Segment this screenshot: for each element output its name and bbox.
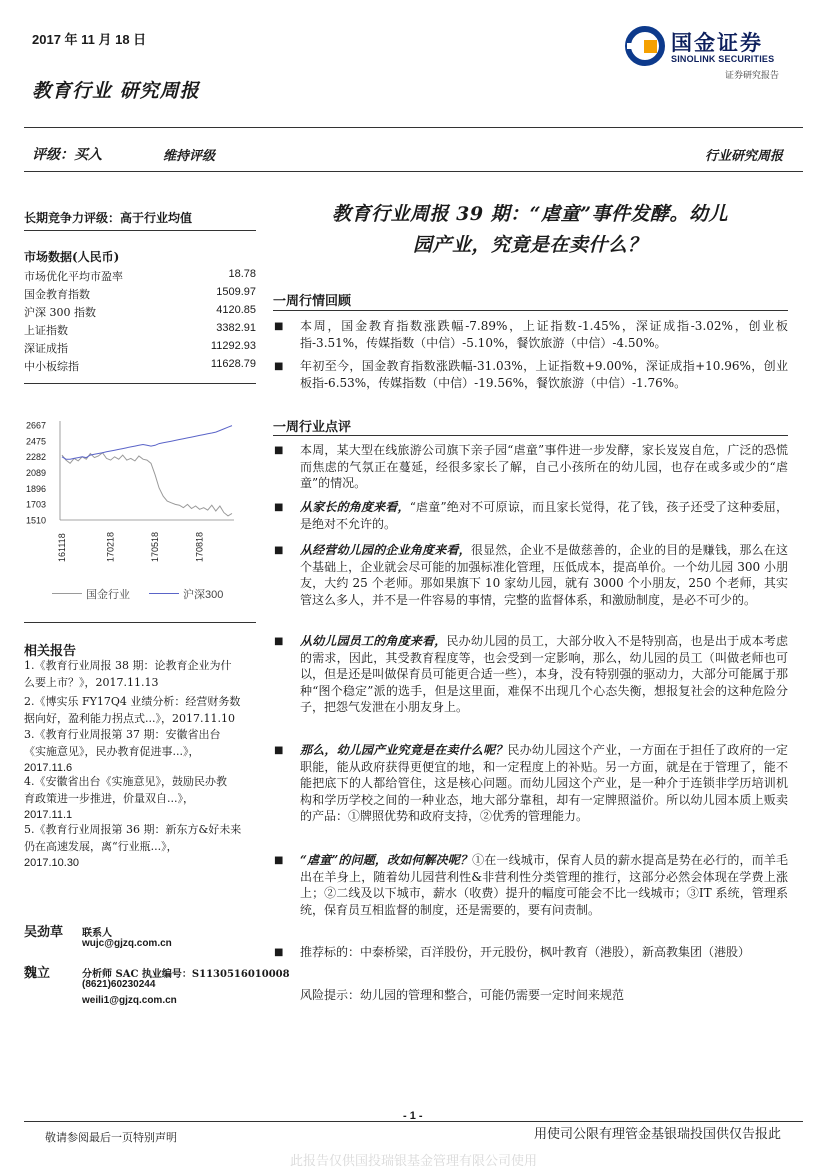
y-tick-label: 2282 <box>26 452 47 463</box>
bullet-icon: ■ <box>274 502 284 513</box>
author-email[interactable]: weili1@gjzq.com.cn <box>82 995 177 1006</box>
legend-label-sector: 国金行业 <box>86 588 130 601</box>
y-tick-label: 1896 <box>26 483 47 494</box>
y-tick-label: 2667 <box>26 420 47 431</box>
bullet-icon: ■ <box>274 947 284 958</box>
series-line-sector <box>62 453 232 516</box>
watermark: 此报告仅供国投瑞银基金管理有限公司使用 <box>289 1154 537 1169</box>
author-email[interactable]: wujc@gjzq.com.cn <box>82 938 172 949</box>
report-type: 行业研究周报 <box>704 149 783 164</box>
bullet-icon: ■ <box>274 855 284 866</box>
paragraph: 那么，幼儿园产业究竟是在卖什么呢？民办幼儿园这个产业，一方面在于担任了政府的一定职能，能从政府获得更便宜的地，和一定程度上的补贴。另一方面，就是在于管理了，能不能把底下的人都给管住，这是核心问题。而幼儿园这个产业，是一种介于连锁非学历培训机构和学历学校之间的一种业态，地大部分靠租，却有一定牌照溢价。所以幼儿园本质上贩卖的产品：①牌照优势和政府支持，②优秀的管理能力。 <box>300 743 788 824</box>
y-tick-label: 1510 <box>26 515 47 526</box>
logo-chinese-name: 国金证券 <box>671 32 763 55</box>
market-row: 上证指数 3382.91 <box>24 322 256 337</box>
related-report-item[interactable]: 1.《教育行业周报 38 期：论教育企业为什 么要上市？》，2017.11.13 <box>24 659 232 689</box>
series-line-hs300 <box>62 426 232 460</box>
rating-divider <box>24 171 803 172</box>
y-tick-label: 1703 <box>26 499 47 510</box>
author-role: 联系人 <box>82 928 112 939</box>
report-title: 教育行业周报 39 期：“虐童”事件发酵。幼儿 园产业，究竟是在卖什么？ <box>331 203 729 256</box>
x-tick-label: 161118 <box>57 533 67 562</box>
paragraph: “虐童”的问题，改如何解决呢？①在一线城市，保育人员的薪水提高是势在必行的，而羊毛出在羊身上，随着幼儿园营利性&非营利性分类管理的推行，这部分必然会体现在学费上涨上；②二线及以下城市，薪水（收费）提升的幅度可能会不比一线城市；③IT 系统，管理系统，保育员互相监督的制度，还是需要的，要有问责制。 <box>300 853 788 917</box>
paragraph: 推荐标的：中泰桥梁，百洋股份，开元股份，枫叶教育（港股），新高教集团（港股） <box>300 945 751 959</box>
paragraph: 从经营幼儿园的企业角度来看，很显然，企业不是做慈善的，企业的目的是赚钱，那么在这个基础上，企业就会尽可能的加强标准化管理，压低成本，提高单价。一个幼儿园 300 小朋友，大约 25 个老师。那如果旗下 10 家幼儿园，就有 3000 个小朋友，250 个老师，其实管这么多人，并不是一件容易的事情，完整的监督体系，和激励制度，是必不可少的。 <box>300 543 788 607</box>
x-tick-label: 170518 <box>150 531 161 562</box>
bullet-icon: ■ <box>274 321 284 332</box>
disclaimer-note: 敬请参阅最后一页特别声明 <box>45 1131 177 1144</box>
section-divider <box>273 310 788 311</box>
paragraph: 从幼儿园员工的角度来看，民办幼儿园的员工，大部分收入不是特别高，也是出于成本考虑的需求，因此，其受教育程度等，也会受到一定影响，那么，幼儿园的员工（叫做老师也可以，但是还是叫做保育员可能更合适一些），本身，没有特别强的驱动力，大部分可能属于那种“图个稳定”派的选手，但是这里面，难保不出现几个心态失衡，想报复社会的这种危险分子，把怨气发泄在小朋友身上。 <box>300 634 788 715</box>
market-row: 国金教育指数 1509.97 <box>24 286 256 301</box>
logo-english-name: SINOLINK SECURITIES <box>671 54 775 64</box>
sidebar-divider <box>24 230 256 231</box>
author-name: 魏立 <box>24 966 51 981</box>
x-tick-label: 170818 <box>194 531 205 562</box>
header-divider <box>24 127 803 128</box>
author-role: 分析师 SAC 执业编号：S1130516010008 <box>82 969 290 980</box>
competitive-rating: 长期竞争力评级：高于行业均值 <box>24 211 193 225</box>
related-divider <box>24 622 256 623</box>
legend-label-hs300: 沪深300 <box>183 589 224 601</box>
paragraph: 从家长的角度来看，“虐童”绝对不可原谅，而且家长觉得，花了钱，孩子还受了这种委屈，是绝对不允许的。 <box>300 500 788 531</box>
rating-note: 维持评级 <box>163 149 216 164</box>
bullet-icon: ■ <box>274 745 284 756</box>
market-row: 市场优化平均市盈率 18.78 <box>24 268 256 283</box>
logo-subtitle: 证券研究报告 <box>725 71 780 81</box>
market-row: 中小板综指 11628.79 <box>24 358 256 373</box>
y-tick-label: 2089 <box>26 467 47 478</box>
section-weekly-market: 一周行情回顾 <box>273 294 352 309</box>
bullet-icon: ■ <box>274 545 284 556</box>
footer-divider <box>24 1121 803 1122</box>
company-logo <box>625 24 795 82</box>
author-name: 吴劲草 <box>24 925 64 940</box>
y-tick-label: 2475 <box>26 436 47 447</box>
author-phone: (8621)60230244 <box>82 979 156 990</box>
chart-legend <box>44 586 244 600</box>
paragraph: 本周，国金教育指数涨跌幅-7.89%，上证指数-1.45%，深证成指-3.02%，创业板指-3.51%，传媒指数（中信）-5.10%，餐饮旅游（中信）-4.50%。 <box>300 319 788 350</box>
page-number: - 1 - <box>403 1110 423 1122</box>
bullet-icon: ■ <box>274 445 284 456</box>
legend-swatch-hs300 <box>149 593 179 594</box>
related-report-item[interactable]: 5.《教育行业周报第 36 期：新东方&好未来 仍在高速发展，离“行业瓶...》， 2017.10.30 <box>24 823 242 869</box>
market-data-title: 市场数据(人民币) <box>24 250 120 264</box>
index-line-chart <box>24 410 256 570</box>
related-reports-title: 相关报告 <box>24 644 77 659</box>
section-divider <box>273 435 788 436</box>
risk-note: 风险提示：幼儿园的管理和整合，可能仍需要一定时间来规范 <box>300 988 625 1002</box>
chart-top-divider <box>24 383 256 384</box>
legend-swatch-sector <box>52 593 82 594</box>
section-weekly-review: 一周行业点评 <box>273 420 352 435</box>
footer-usage-note: 用使司公限有理管金基银瑞投国供仅告报此 <box>533 1126 781 1141</box>
market-row: 深证成指 11292.93 <box>24 340 256 355</box>
bullet-icon: ■ <box>274 361 284 372</box>
document-title: 教育行业 研究周报 <box>32 80 200 102</box>
sinolink-logo-icon <box>625 26 665 66</box>
market-row: 沪深 300 指数 4120.85 <box>24 304 256 319</box>
rating: 评级：买入 <box>32 147 102 163</box>
paragraph: 本周，某大型在线旅游公司旗下亲子园“虐童”事件进一步发酵，家长岌岌自危，广泛的恐慌而焦虑的气氛正在蔓延，经很多家长了解，自己小孩所在的幼儿园，也存在或多或少的“虐童”的情况。 <box>300 443 788 491</box>
paragraph: 年初至今，国金教育指数涨跌幅-31.03%，上证指数+9.00%，深证成指+10.96%，创业板指-6.53%，传媒指数（中信）-19.56%，餐饮旅游（中信）-1.76%。 <box>300 359 788 390</box>
related-report-item[interactable]: 3.《教育行业周报第 37 期：安徽省出台 《实施意见》，民办教育促进事...》， 2017.11.6 <box>24 728 221 774</box>
related-report-item[interactable]: 4.《安徽省出台《实施意见》，鼓励民办教 育政策进一步推进，价量双自...》， 2017.11.1 <box>24 775 227 821</box>
report-date: 2017 年 11 月 18 日 <box>32 32 147 47</box>
bullet-icon: ■ <box>274 636 284 647</box>
related-report-item[interactable]: 2.《博实乐 FY17Q4 业绩分析：经营财务数 据向好，盈利能力拐点式...》，2017.11.10 <box>24 695 241 725</box>
x-tick-label: 170218 <box>105 531 116 562</box>
